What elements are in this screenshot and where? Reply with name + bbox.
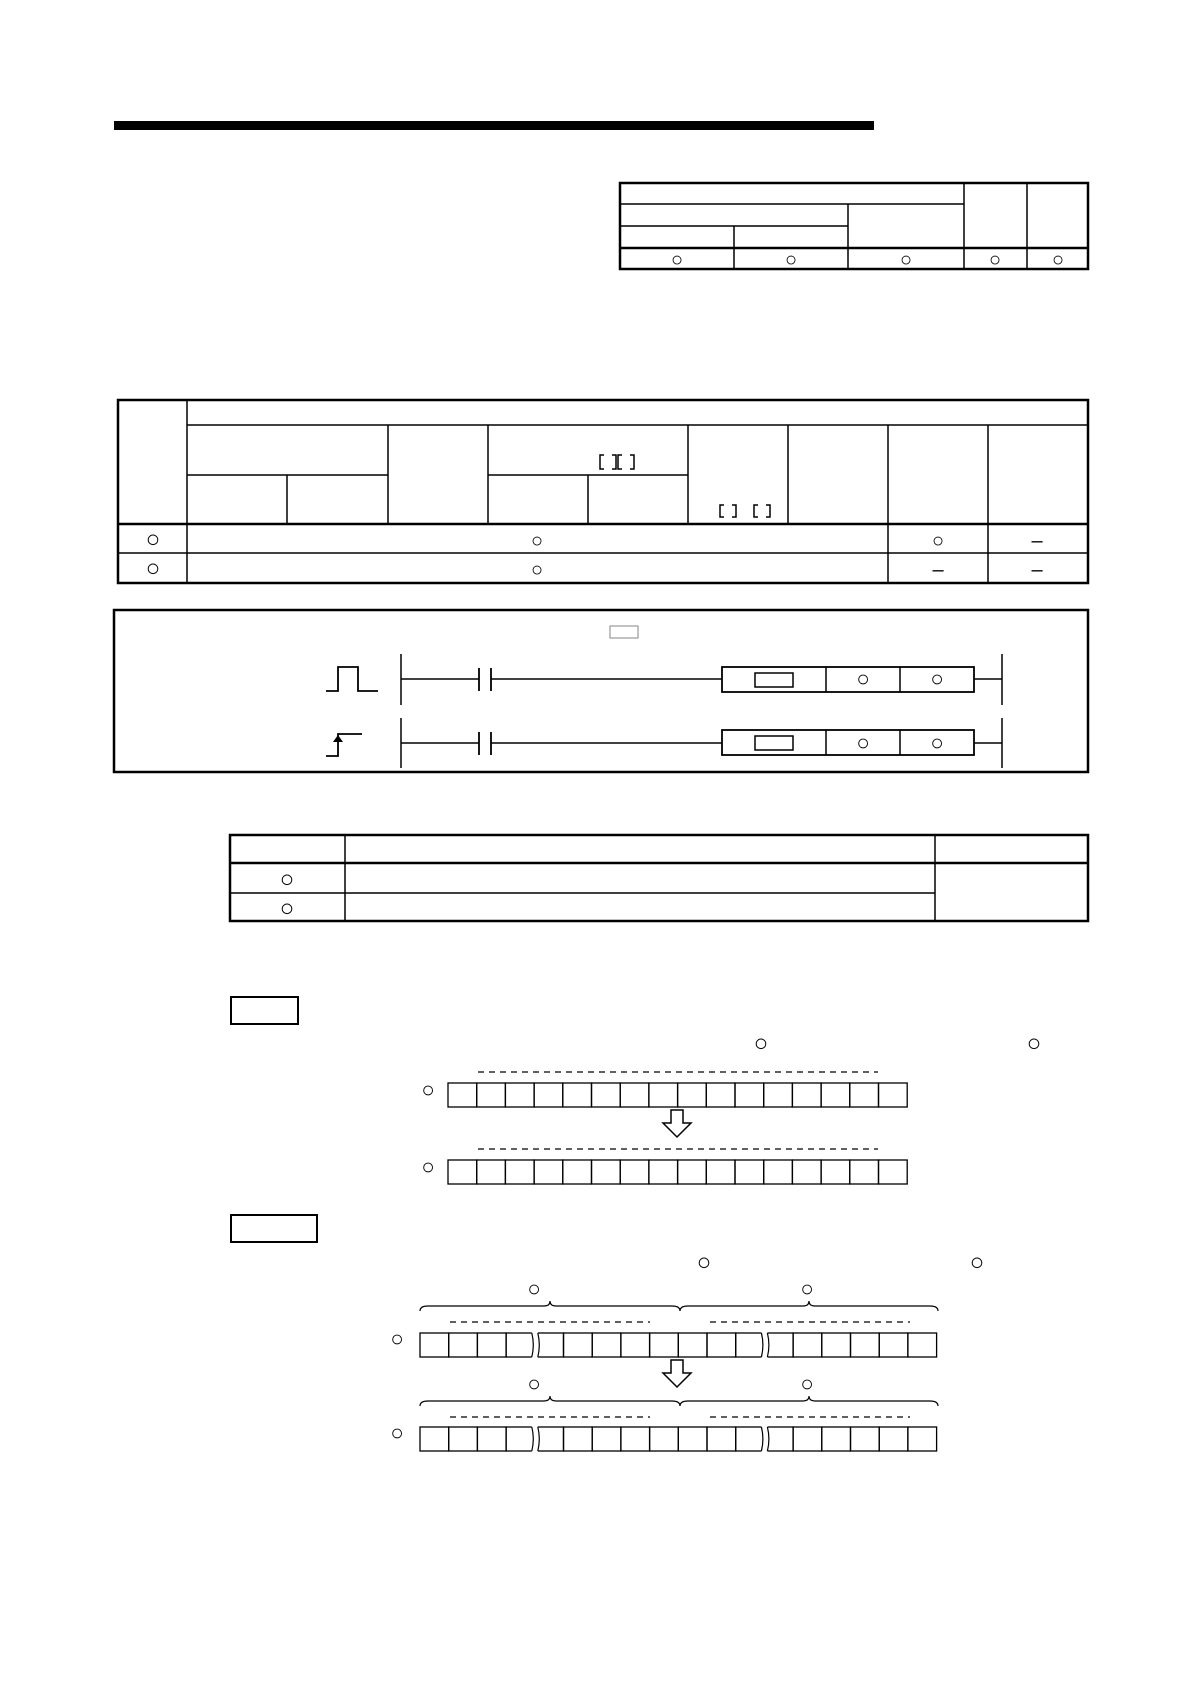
bit-cell [879,1427,908,1451]
operand-mark: ○ [1026,1030,1042,1057]
dest-register-mark: ○ [390,1420,404,1445]
bit-cell [821,1160,850,1184]
bit-cell [592,1427,621,1451]
bit-cell [505,1160,534,1184]
function-label-box [231,1215,317,1242]
bit-cell [678,1333,707,1357]
bit-cell [449,1427,478,1451]
bit-cell [534,1083,563,1107]
bit-cell [620,1083,649,1107]
operand-mark: ○ [930,666,944,691]
applicable-mark: ○ [530,530,544,552]
bit-cell [793,1333,822,1357]
bit-cell [706,1083,735,1107]
bit-cell [420,1427,449,1451]
function-label-box [231,997,298,1024]
bit-cell [822,1333,851,1357]
bit-cell [592,1160,621,1184]
bit-cell [592,1083,621,1107]
bit-cell [764,1083,793,1107]
bit-cell [563,1160,592,1184]
bit-cell [678,1427,707,1451]
bit-cell [420,1333,449,1357]
operand-mark: ○ [279,866,295,893]
group-mark: ○ [800,1276,814,1301]
bit-cell [477,1427,506,1451]
bit-cell [908,1333,937,1357]
bit-cell [879,1083,908,1107]
ladder-rung-pulse [326,654,1002,705]
bit-cell [564,1427,593,1451]
bit-cell [448,1083,477,1107]
bit-cell [736,1333,765,1357]
bit-cell [505,1083,534,1107]
down-arrow-icon [663,1110,691,1137]
group-brace [420,1301,680,1311]
bit-cell [793,1427,822,1451]
bit-cell [621,1427,650,1451]
cpu-mark: ○ [1051,249,1065,271]
operand-mark: ○ [753,1030,769,1057]
bit-cell [678,1083,707,1107]
operand-mark: ○ [696,1249,712,1276]
down-arrow-icon [663,1360,691,1387]
bit-cell [736,1427,765,1451]
bit-cell [649,1160,678,1184]
bit-cell [735,1160,764,1184]
cpu-mark: ○ [988,249,1002,271]
not-applicable-mark: – [1031,530,1043,552]
operand-mark: ○ [279,895,295,922]
bit-cell [506,1427,535,1451]
source-register-mark: ○ [421,1077,435,1102]
bit-cell [592,1333,621,1357]
bit-cell [621,1333,650,1357]
devices-table [118,400,1088,583]
applicable-mark: ○ [530,559,544,581]
bit-cell [851,1333,880,1357]
bit-cell [764,1160,793,1184]
rising-edge-icon [326,734,362,756]
group-brace [680,1301,938,1311]
operand-mark: ○ [856,730,870,755]
bit-cell [879,1333,908,1357]
bit-cell [850,1083,879,1107]
pulse-symbol-icon [326,667,378,691]
applicable-mark: ○ [931,530,945,552]
bit-cell [706,1160,735,1184]
bit-cell [649,1083,678,1107]
cpu-mark: ○ [670,249,684,271]
bit-cell [879,1160,908,1184]
cpu-support-marks [671,249,1064,271]
cpu-mark: ○ [784,249,798,271]
figure-1-upper-marks [754,1030,1042,1057]
operand-mark: ○ [969,1249,985,1276]
bit-row [448,1160,907,1184]
bit-row [448,1083,907,1107]
operand-mark: ○ [145,555,161,582]
operand-mark: ○ [145,526,161,553]
bit-cell [822,1427,851,1451]
figure-2-upper-marks [697,1249,985,1276]
devices-table-marks [146,526,1044,582]
cpu-support-table [620,183,1088,269]
operand-mark: ○ [930,730,944,755]
bit-cell [563,1083,592,1107]
bit-cell [477,1333,506,1357]
group-mark: ○ [527,1276,541,1301]
bit-cell [650,1427,679,1451]
bit-cell [620,1160,649,1184]
group-brace [420,1396,680,1406]
group-brace [680,1396,938,1406]
cpu-mark: ○ [899,249,913,271]
figure-2-register-marks [390,1326,403,1445]
group-mark: ○ [800,1371,814,1396]
not-applicable-mark: – [1031,559,1043,581]
bit-cell [449,1333,478,1357]
ladder-rung-rising [326,718,1002,768]
bit-cell [564,1333,593,1357]
bit-cell [908,1427,937,1451]
bit-cell [506,1333,535,1357]
bit-cell [477,1083,506,1107]
setting-data-marks [280,866,295,922]
bit-cell [477,1160,506,1184]
header-rule [114,121,874,130]
not-applicable-mark: – [932,559,944,581]
bit-row [420,1332,937,1358]
bit-cell [792,1160,821,1184]
source-register-mark: ○ [390,1326,404,1351]
group-mark: ○ [527,1371,541,1396]
bit-cell [678,1160,707,1184]
bit-cell [735,1083,764,1107]
bit-cell [821,1083,850,1107]
bit-cell [448,1160,477,1184]
bit-cell [850,1160,879,1184]
dest-register-mark: ○ [421,1154,435,1179]
bit-cell [792,1083,821,1107]
setting-data-table [230,835,1088,921]
bit-cell [650,1333,679,1357]
bit-row [420,1426,937,1452]
bit-cell [707,1427,736,1451]
bit-cell [851,1427,880,1451]
bit-cell [534,1160,563,1184]
bit-cell [707,1333,736,1357]
figure-1-register-marks [421,1077,434,1179]
operand-mark: ○ [856,666,870,691]
